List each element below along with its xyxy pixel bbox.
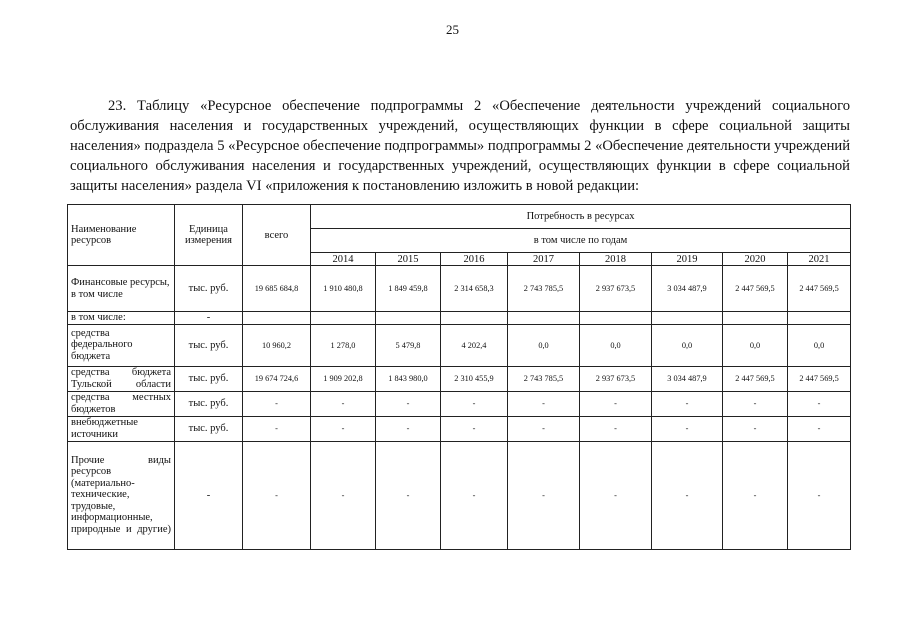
value-cell-2015: 1 843 980,0 <box>376 366 441 391</box>
unit-cell: - <box>175 312 243 325</box>
year-header-2019: 2019 <box>652 253 723 266</box>
value-cell-2014: - <box>311 441 376 549</box>
value-cell-2020: 0,0 <box>723 324 788 366</box>
intro-paragraph: 23. Таблицу «Ресурсное обеспечение подпрограммы 2 «Обеспечение деятельности учреждений социального обслуживания населения и государственных учреждений, осуществляющих функции в сфере социальной защиты населения» подраздела 5 «Ресурсное обеспечение подпрограммы» подпрограммы 2 «Обеспечение деятельности учреждений социального обслуживания населения и государственных учреждений, осуществляющих функции в сфере социальной защиты населения» раздела VI «приложения к постановлению изложить в новой редакции: <box>70 98 850 194</box>
value-cell-2016: - <box>441 416 508 441</box>
value-cell-2019: 0,0 <box>652 324 723 366</box>
value-cell-2020: 2 447 569,5 <box>723 366 788 391</box>
value-cell-2017: - <box>508 441 580 549</box>
header-by-year: в том числе по годам <box>311 229 851 253</box>
table-row-extra-budgetary <box>68 416 851 441</box>
resources-table <box>67 204 851 550</box>
value-cell-2020: 2 447 569,5 <box>723 266 788 312</box>
value-cell-2014: 1 909 202,8 <box>311 366 376 391</box>
table-body <box>68 266 851 550</box>
header-resource-need: Потребность в ресурсах <box>311 205 851 229</box>
value-cell-2017: 2 743 785,5 <box>508 366 580 391</box>
page-number: 25 <box>446 22 459 37</box>
value-cell-2017: - <box>508 416 580 441</box>
value-cell-2018: 0,0 <box>580 324 652 366</box>
value-cell-2017: - <box>508 391 580 416</box>
table-row-federal-budget <box>68 324 851 366</box>
value-cell-2019: 3 034 487,9 <box>652 366 723 391</box>
header-total: всего <box>243 205 311 266</box>
resource-name: средства местных бюджетов <box>68 391 175 416</box>
total-cell: - <box>243 416 311 441</box>
value-cell-2016 <box>441 312 508 325</box>
table-row-financial-resources <box>68 266 851 312</box>
value-cell-2021 <box>788 312 851 325</box>
value-cell-2018: - <box>580 441 652 549</box>
resource-name: внебюджетные источники <box>68 416 175 441</box>
value-cell-2015: - <box>376 441 441 549</box>
value-cell-2018: 2 937 673,5 <box>580 366 652 391</box>
unit-cell: тыс. руб. <box>175 416 243 441</box>
value-cell-2017: 0,0 <box>508 324 580 366</box>
value-cell-2019: - <box>652 441 723 549</box>
total-cell: - <box>243 441 311 549</box>
total-cell: 19 685 684,8 <box>243 266 311 312</box>
value-cell-2015: 1 849 459,8 <box>376 266 441 312</box>
resource-name: в том числе: <box>68 312 175 325</box>
year-header-2014: 2014 <box>311 253 376 266</box>
value-cell-2017: 2 743 785,5 <box>508 266 580 312</box>
table-row-regional-budget <box>68 366 851 391</box>
value-cell-2016: 4 202,4 <box>441 324 508 366</box>
value-cell-2021: - <box>788 391 851 416</box>
value-cell-2016: - <box>441 441 508 549</box>
unit-cell: тыс. руб. <box>175 366 243 391</box>
unit-cell: тыс. руб. <box>175 324 243 366</box>
total-cell: 10 960,2 <box>243 324 311 366</box>
value-cell-2021: 2 447 569,5 <box>788 266 851 312</box>
year-header-2015: 2015 <box>376 253 441 266</box>
value-cell-2015 <box>376 312 441 325</box>
year-header-2017: 2017 <box>508 253 580 266</box>
total-cell: - <box>243 391 311 416</box>
year-header-2018: 2018 <box>580 253 652 266</box>
value-cell-2015: 5 479,8 <box>376 324 441 366</box>
value-cell-2018: - <box>580 416 652 441</box>
value-cell-2019: - <box>652 391 723 416</box>
value-cell-2017 <box>508 312 580 325</box>
value-cell-2014: 1 910 480,8 <box>311 266 376 312</box>
value-cell-2014: - <box>311 416 376 441</box>
value-cell-2018 <box>580 312 652 325</box>
table-row-other-resources <box>68 441 851 549</box>
unit-cell: тыс. руб. <box>175 391 243 416</box>
total-cell <box>243 312 311 325</box>
value-cell-2018: - <box>580 391 652 416</box>
total-cell: 19 674 724,6 <box>243 366 311 391</box>
header-unit: Единица измерения <box>175 205 243 266</box>
value-cell-2021: - <box>788 441 851 549</box>
unit-cell: - <box>175 441 243 549</box>
resource-name: средства федерального бюджета <box>68 324 175 366</box>
resource-name: средства бюджета Тульской области <box>68 366 175 391</box>
value-cell-2021: - <box>788 416 851 441</box>
value-cell-2019: - <box>652 416 723 441</box>
value-cell-2014 <box>311 312 376 325</box>
value-cell-2014: - <box>311 391 376 416</box>
year-header-2021: 2021 <box>788 253 851 266</box>
value-cell-2020: - <box>723 416 788 441</box>
resource-name: Прочие виды ресурсов (материально-технические, трудовые, информационные, природные и другие) <box>68 441 175 549</box>
value-cell-2020: - <box>723 441 788 549</box>
value-cell-2021: 0,0 <box>788 324 851 366</box>
value-cell-2015: - <box>376 416 441 441</box>
value-cell-2014: 1 278,0 <box>311 324 376 366</box>
value-cell-2016: 2 310 455,9 <box>441 366 508 391</box>
year-header-2020: 2020 <box>723 253 788 266</box>
value-cell-2018: 2 937 673,5 <box>580 266 652 312</box>
year-header-2016: 2016 <box>441 253 508 266</box>
resource-name: Финансовые ресурсы, в том числе <box>68 266 175 312</box>
table-row-including <box>68 312 851 325</box>
value-cell-2020 <box>723 312 788 325</box>
value-cell-2016: - <box>441 391 508 416</box>
value-cell-2019 <box>652 312 723 325</box>
value-cell-2020: - <box>723 391 788 416</box>
value-cell-2021: 2 447 569,5 <box>788 366 851 391</box>
unit-cell: тыс. руб. <box>175 266 243 312</box>
table-row-local-budgets <box>68 391 851 416</box>
value-cell-2015: - <box>376 391 441 416</box>
header-resource-name: Наименование ресурсов <box>68 205 175 266</box>
value-cell-2016: 2 314 658,3 <box>441 266 508 312</box>
value-cell-2019: 3 034 487,9 <box>652 266 723 312</box>
